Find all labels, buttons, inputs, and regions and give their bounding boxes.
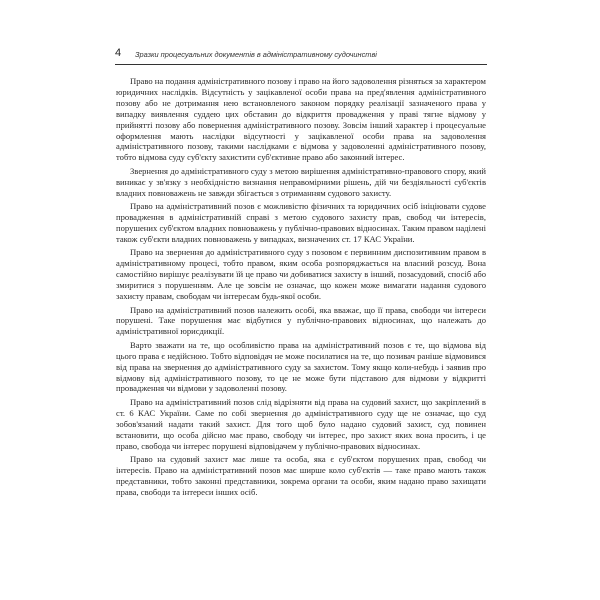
paragraph: Право на судовий захист має лише та особа, яка є суб'єктом порушених прав, свобод чи інтересів. Право на адміністративний позов має ширше коло суб'єктів — таке право мають також представники, тобто законні представники, зокрема органи та особи, яким надано право захищати права, свободи та інтереси інших осіб.: [116, 454, 486, 497]
page-number: 4: [115, 47, 122, 59]
page-header: [115, 46, 487, 65]
paragraph: Право на адміністративний позов слід відрізняти від права на судовий захист, що закріплений в ст. 6 КАС України. Саме по собі звернення до адміністративного суду ще не означає, що суд зобов'язаний надати такий захист. Для того щоб було надано судовий захист, суд повинен встановити, що особа дійсно має право, свободу чи інтерес, про захист яких вона просить, і це право, свобода чи інтерес порушені відповідачем у публічно-правових відносинах.: [116, 396, 486, 451]
paragraph: Право на звернення до адміністративного суду з позовом є первинним диспозитивним правом в адміністративному процесі, тобто правом, яким особа розпоряджається на власний розсуд. Вона самостійно вирішує реалізувати їй це право чи добиватися захисту в інший, позасудовий, спосіб або змиритися з порушенням. Але це зовсім не означає, що кожен може вимагати надання судового захисту правам, свободам чи інтересам будь-якої особи.: [116, 247, 486, 301]
running-head: Зразки процесуальних документів в адміністративному судочинстві: [135, 50, 377, 59]
body-text: [116, 76, 486, 500]
paragraph: Право на подання адміністративного позову і право на його задоволення різняться за характером юридичних наслідків. Відсутність у зацікавленої особи права на пред'явлення адміністративного позову або не дотримання нею встановленого законом порядку реалізації зазначеного права у випадку виявлення суддею цих обставин до відкриття провадження у праві тягне відмову у прийнятті позову або повернення адміністративного позову. Зовсім інший характер і процесуальне оформлення мають наслідки відсутності у зацікавленої особи права на задоволення адміністративного позову, такими наслідками є відмова у задоволенні адміністративного позову, тобто відмова суду суб'єкту захистити суб'єктивне право або законний інтерес.: [116, 76, 486, 163]
paragraph: Звернення до адміністративного суду з метою вирішення адміністративно-правового спору, який виникає у зв'язку з необхідністю визнання неправомірними рішень, дій чи бездіяльності суб'єктів владних повноважень не завжди збігається з отриманням судового захисту.: [116, 165, 486, 198]
paragraph: Варто зважати на те, що особливістю права на адміністративний позов є те, що відмова від цього права є недійсною. Тобто відповідач не може посилатися на те, що позивач раніше відмовився від права на звернення до адміністративного суду за захистом. Тому якщо коли-небудь і заявив про відмову від адміністративного позову, то це не може бути підставою для відмови у відкритті провадження чи відмови у задоволенні позову.: [116, 339, 486, 394]
paragraph: Право на адміністративний позов належить особі, яка вважає, що її права, свободи чи інтереси порушені. Таке порушення має відбутися у публічно-правових відносинах, що належать до адміністративної юрисдикції.: [116, 304, 486, 337]
paragraph: Право на адміністративний позов є можливістю фізичних та юридичних осіб ініціювати судове провадження в адміністративній справі з метою судового захисту прав, свобод чи інтересів, порушених суб'єктом владних повноважень у публічно-правових відносинах. Таким правом наділені також суб'єкти владних повноважень у випадках, визначених ст. 17 КАС України.: [116, 201, 486, 244]
